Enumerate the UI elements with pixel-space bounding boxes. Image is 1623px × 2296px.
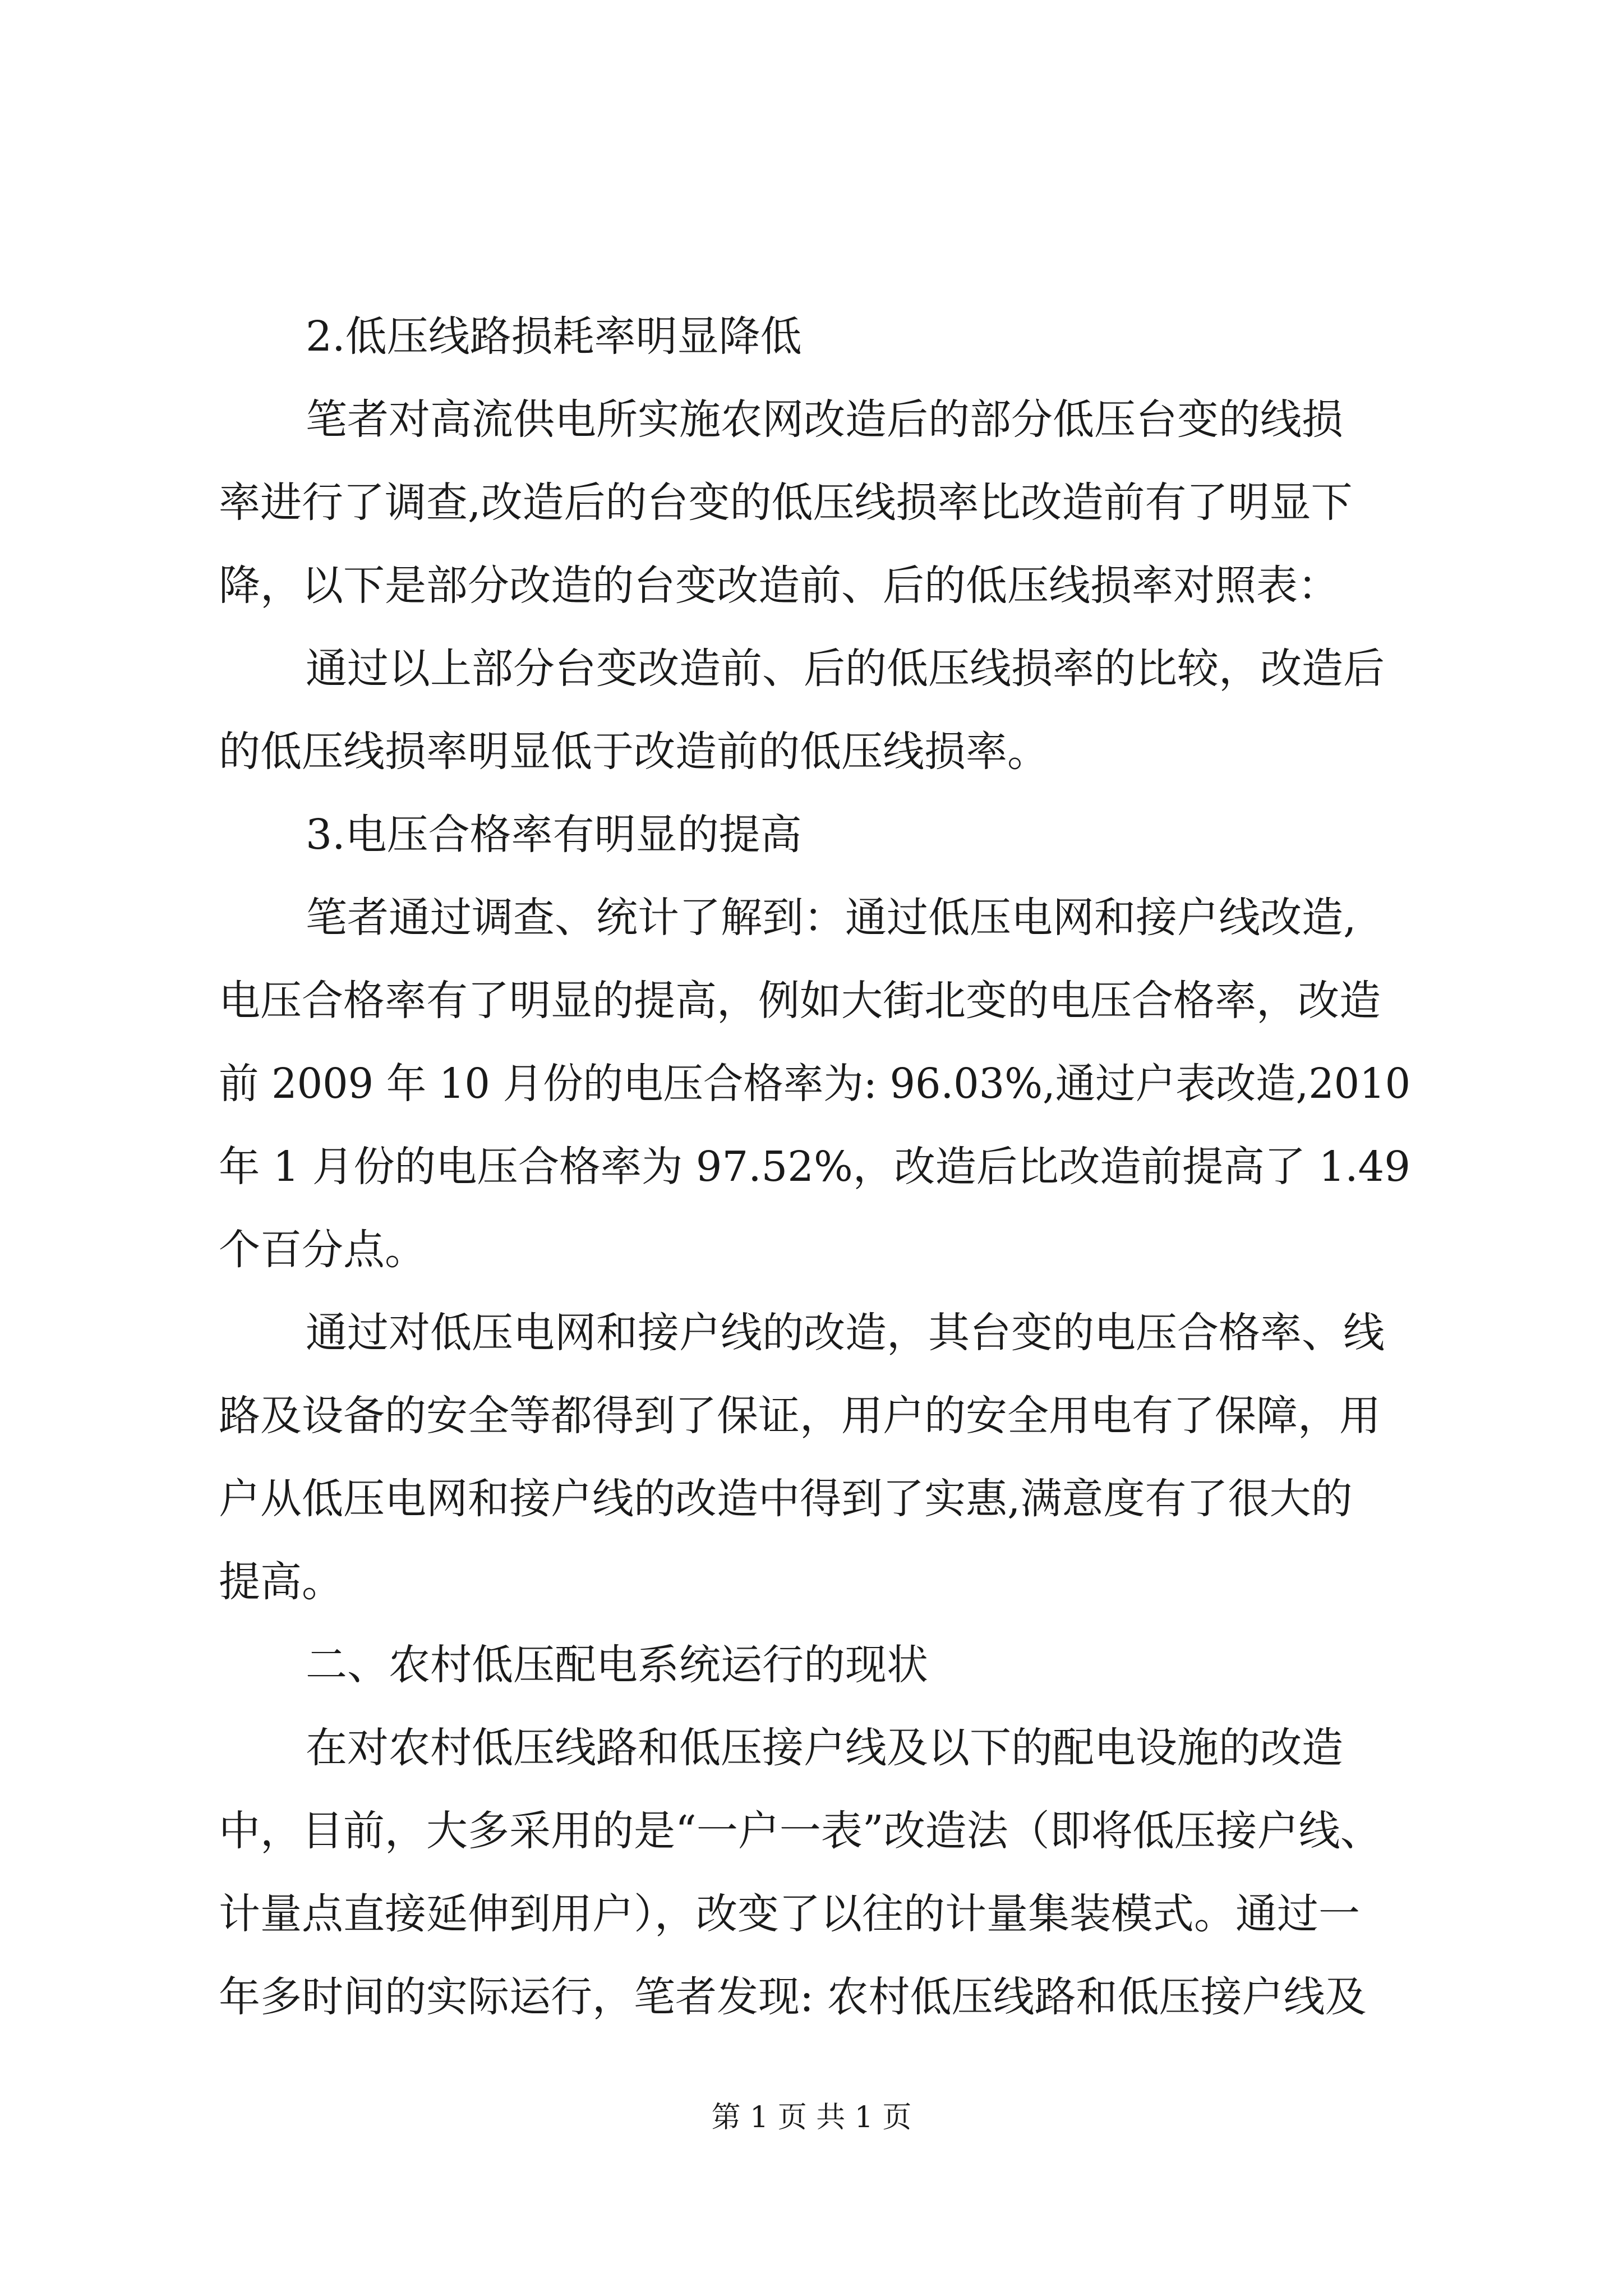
text-line: 计量点直接延伸到用户），改变了以往的计量集装模式。通过一 [219,1890,1360,1938]
text-line: 的低压线损率明显低于改造前的低压线损率。 [219,728,1049,776]
text-line: 笔者通过调查、统计了解到：通过低压电网和接户线改造, [306,894,1357,942]
text-line: 中，目前，大多采用的是“一户一表”改造法（即将低压接户线、 [219,1807,1382,1855]
text-line: 个百分点。 [219,1226,426,1274]
text-line: 3.电压合格率有明显的提高 [306,811,802,859]
section-heading: 二、农村低压配电系统运行的现状 [306,1641,928,1689]
text-line: 路及设备的安全等都得到了保证，用户的安全用电有了保障，用 [219,1392,1381,1440]
text-line: 通过对低压电网和接户线的改造，其台变的电压合格率、线 [306,1309,1385,1357]
text-line: 前 2009 年 10 月份的电压合格率为: 96.03%,通过户表改造,2010 [219,1060,1411,1108]
text-line: 降，以下是部分改造的台变改造前、后的低压线损率对照表： [219,562,1339,610]
text-line: 年 1 月份的电压合格率为 97.52%，改造后比改造前提高了 1.49 [219,1143,1410,1191]
text-line: 电压合格率有了明显的提高，例如大街北变的电压合格率，改造 [219,977,1381,1025]
page-footer: 第 1 页 共 1 页 [711,2101,912,2134]
text-line: 在对农村低压线路和低压接户线及以下的配电设施的改造 [306,1724,1343,1772]
text-line: 率进行了调查,改造后的台变的低压线损率比改造前有了明显下 [219,478,1353,527]
text-line: 户从低压电网和接户线的改造中得到了实惠,满意度有了很大的 [219,1475,1353,1523]
text-line: 提高。 [219,1558,343,1606]
text-line: 通过以上部分台变改造前、后的低压线损率的比较，改造后 [306,645,1385,693]
text-line: 2.低压线路损耗率明显降低 [306,312,802,361]
text-line: 笔者对高流供电所实施农网改造后的部分低压台变的线损 [306,395,1343,444]
text-line: 年多时间的实际运行，笔者发现: 农村低压线路和低压接户线及 [219,1973,1367,2021]
